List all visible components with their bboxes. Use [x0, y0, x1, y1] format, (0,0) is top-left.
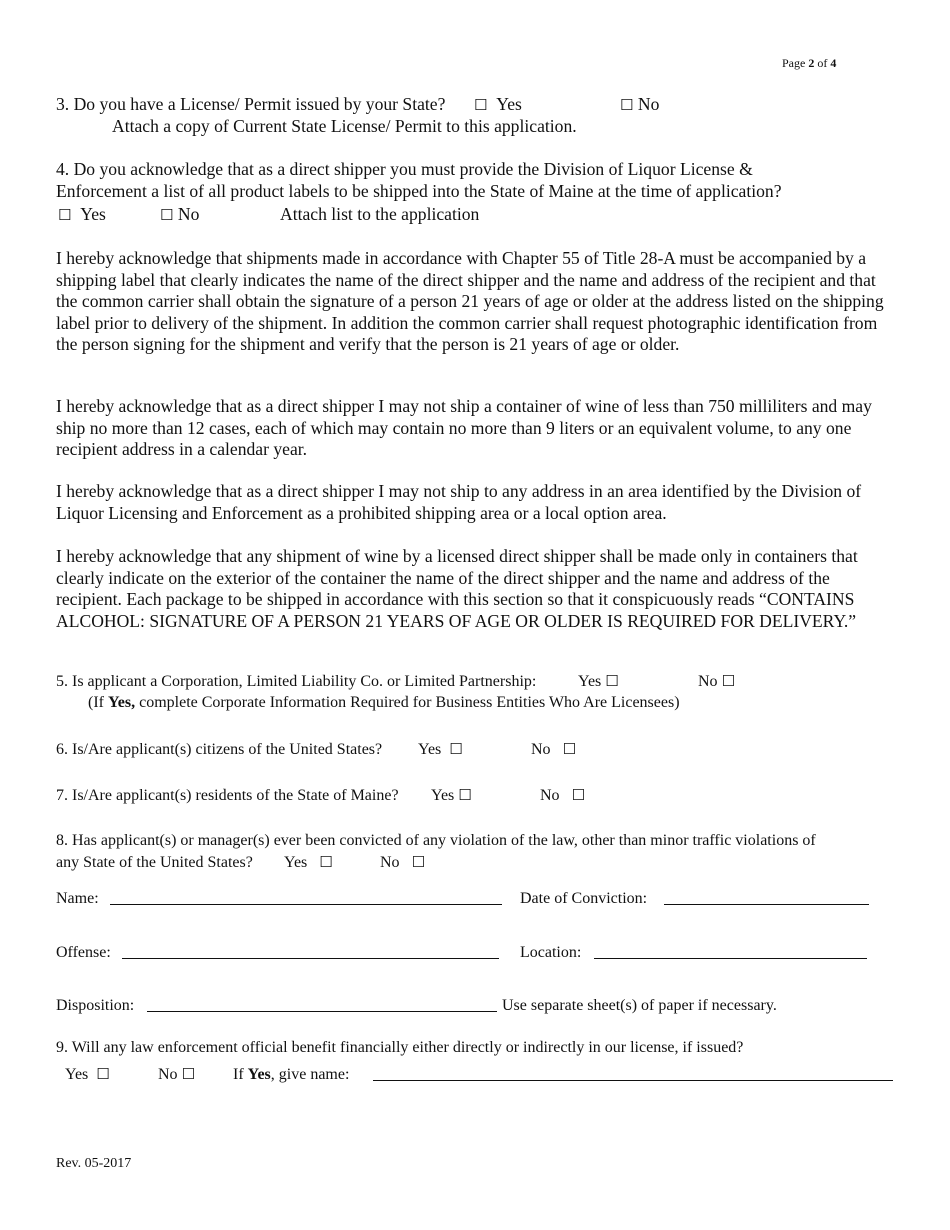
- q5-note: (If Yes, complete Corporate Information Required for Business Entities Who Are Licensees): [88, 694, 680, 711]
- location-label: Location:: [520, 944, 582, 961]
- q9-yes-option[interactable]: Yes ☐: [65, 1065, 110, 1083]
- q4-no-option[interactable]: ☐ No: [160, 204, 199, 227]
- q8-question-line2: any State of the United States?: [56, 854, 253, 871]
- official-name-field[interactable]: [373, 1066, 893, 1081]
- checkbox-icon[interactable]: ☐: [571, 786, 586, 804]
- acknowledgement-shipping-label: I hereby acknowledge that shipments made in accordance with Chapter 55 of Title 28-A must be accompanied by a shipping label that clearly indicates the name of the direct shipper and the name and address of the recipient and that the common carrier shall obtain the signature of a person 21 years of age or older at the address listed on the shipping label prior to delivery of the shipment. In addition the common carrier shall request photographic identification from the person signing for the shipment and verify that the person is 21 years of age or older.: [56, 248, 884, 354]
- checkbox-icon[interactable]: ☐: [160, 206, 174, 224]
- q7-no-option[interactable]: No ☐: [540, 786, 586, 804]
- checkbox-icon[interactable]: ☐: [58, 206, 72, 224]
- disposition-field[interactable]: [147, 997, 497, 1012]
- checkbox-icon[interactable]: ☐: [458, 786, 472, 804]
- acknowledgement-wine-limits: I hereby acknowledge that as a direct shipper I may not ship a container of wine of less than 750 milliliters and may ship no more than 12 cases, each of which may contain no more than 9 liters or an equivalent volume, to any one recipient address in a calendar year.: [56, 396, 872, 459]
- acknowledgement-prohibited-area: I hereby acknowledge that as a direct shipper I may not ship to any address in an area identified by the Division of Liquor Licensing and Enforcement as a prohibited shipping area or a local option area.: [56, 481, 862, 523]
- q9-if-yes-label: If Yes, give name:: [233, 1066, 350, 1083]
- q4-note: Attach list to the application: [280, 204, 480, 224]
- q5-yes-option[interactable]: Yes ☐: [578, 672, 619, 690]
- date-of-conviction-label: Date of Conviction:: [520, 890, 648, 907]
- q4-yes-option[interactable]: ☐ Yes: [58, 204, 106, 227]
- offense-label: Offense:: [56, 944, 111, 961]
- q6-no-option[interactable]: No ☐: [531, 740, 577, 758]
- q6-question-line: 6. Is/Are applicant(s) citizens of the United States?: [56, 741, 383, 758]
- separate-sheet-note: Use separate sheet(s) of paper if necessary.: [502, 997, 777, 1014]
- q3-note: Attach a copy of Current State License/ Permit to this application.: [112, 116, 577, 136]
- q6-yes-option[interactable]: Yes ☐: [418, 740, 463, 758]
- location-field[interactable]: [594, 944, 867, 959]
- q8-yes-option[interactable]: Yes ☐: [284, 853, 333, 871]
- date-of-conviction-field[interactable]: [664, 890, 869, 905]
- checkbox-icon[interactable]: ☐: [721, 672, 736, 690]
- q4-question-line2: Enforcement a list of all product labels to be shipped into the State of Maine at the time of application?: [56, 181, 782, 201]
- q9-no-option[interactable]: No ☐: [158, 1065, 196, 1083]
- revision-label: Rev. 05-2017: [56, 1156, 132, 1171]
- checkbox-icon[interactable]: ☐: [319, 853, 333, 871]
- q7-question-line: 7. Is/Are applicant(s) residents of the State of Maine?: [56, 787, 399, 804]
- q7-yes-option[interactable]: Yes ☐: [431, 786, 472, 804]
- checkbox-icon[interactable]: ☐: [411, 853, 426, 871]
- q5-no-option[interactable]: No ☐: [698, 672, 736, 690]
- checkbox-icon[interactable]: ☐: [474, 96, 488, 114]
- q3-question-line: 3. Do you have a License/ Permit issued by your State?: [56, 94, 446, 114]
- q8-question-line1: 8. Has applicant(s) or manager(s) ever been convicted of any violation of the law, other than minor traffic violations of: [56, 832, 816, 849]
- acknowledgement-container-label: I hereby acknowledge that any shipment of wine by a licensed direct shipper shall be made only in containers that clearly indicate on the exterior of the container the name of the direct shipper and the name and address of the recipient. Each package to be shipped in accordance with this section so that it conspicuously reads “CONTAINS ALCOHOL: SIGNATURE OF A PERSON 21 YEARS OF AGE OR OLDER IS REQUIRED FOR DELIVERY.”: [56, 546, 858, 631]
- checkbox-icon[interactable]: ☐: [181, 1065, 196, 1083]
- checkbox-icon[interactable]: ☐: [562, 740, 577, 758]
- q5-question-line: 5. Is applicant a Corporation, Limited Liability Co. or Limited Partnership:: [56, 673, 537, 690]
- q3-no-option[interactable]: ☐ No: [620, 94, 659, 117]
- checkbox-icon[interactable]: ☐: [96, 1065, 110, 1083]
- checkbox-icon[interactable]: ☐: [620, 96, 634, 114]
- disposition-label: Disposition:: [56, 997, 135, 1014]
- page-number: Page 2 of 4: [782, 56, 837, 70]
- q3-yes-option[interactable]: ☐ Yes: [474, 94, 522, 117]
- name-field[interactable]: [110, 890, 502, 905]
- name-label: Name:: [56, 890, 99, 907]
- checkbox-icon[interactable]: ☐: [605, 672, 619, 690]
- q4-question-line1: 4. Do you acknowledge that as a direct shipper you must provide the Division of Liquor License &: [56, 159, 753, 179]
- q8-no-option[interactable]: No ☐: [380, 853, 426, 871]
- q9-question-line: 9. Will any law enforcement official benefit financially either directly or indirectly in our license, if issued?: [56, 1039, 744, 1056]
- checkbox-icon[interactable]: ☐: [449, 740, 463, 758]
- offense-field[interactable]: [122, 944, 499, 959]
